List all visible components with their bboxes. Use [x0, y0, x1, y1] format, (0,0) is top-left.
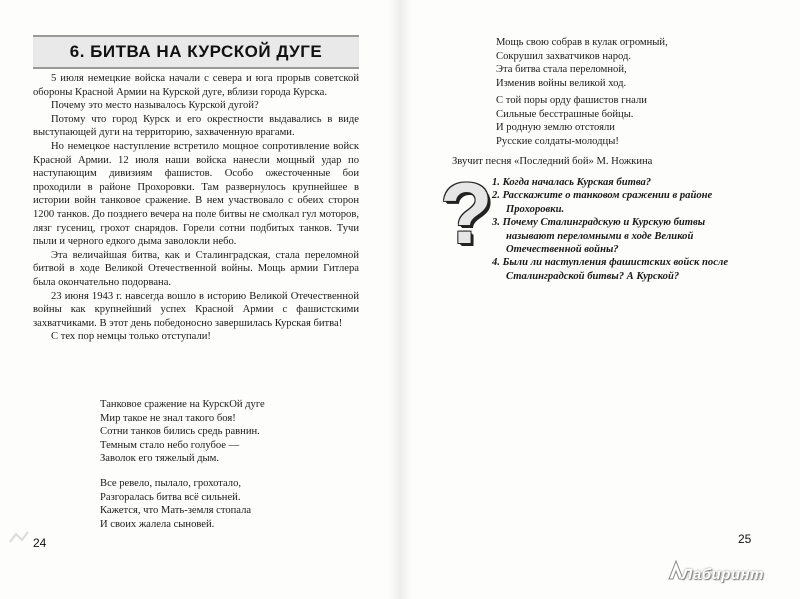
- question-item: 2. Расскажите о танковом сражении в районе Прохоровки.: [492, 190, 713, 215]
- right-page: [400, 0, 800, 599]
- paragraph: 23 июня 1943 г. навсегда вошло в историю Великой Отечественной войны как крупнейший успех Красной Армии с фашистскими захватчиками. В этот день победоносно завершилась Курская битва!: [33, 290, 359, 329]
- scan-artifact-icon: [8, 528, 30, 548]
- poem-stanza-1: [100, 398, 340, 466]
- paragraph: Эта величайшая битва, как и Сталинградская, стала переломной битвой в ходе Великой Отечественной войны. Мощь армии Гитлера была окончательно подорвана.: [33, 249, 359, 288]
- poem-stanza-4: [496, 94, 786, 148]
- song-note: Звучит песня «Последний бой» М. Ножкина: [452, 156, 653, 167]
- poem-line: Танковое сражение на КурскОй дуге: [100, 399, 265, 410]
- poem-line: Русские солдаты-молодцы!: [496, 135, 619, 147]
- poem-stanza-2: [100, 477, 340, 531]
- question-item: 1. Когда началась Курская битва?: [492, 177, 652, 188]
- poem-line: Заволок его тяжелый дым.: [100, 453, 220, 465]
- poem-line: И родную землю отстояли: [496, 122, 615, 134]
- page-number-right: 25: [738, 532, 752, 546]
- poem-line: Мощь свою собрав в кулак огромный,: [496, 37, 668, 48]
- paragraph: Почему это место называлось Курской дугой?: [51, 100, 259, 112]
- chapter-title: 6. БИТВА НА КУРСКОЙ ДУГЕ: [69, 42, 323, 61]
- page-number-left: 24: [33, 536, 47, 550]
- paragraph: 5 июля немецкие войска начали с севера и юга прорыв советской обороны Красной Армии на Курской дуге, вблизи города Курска.: [33, 73, 359, 98]
- watermark-logo: Лабиринт: [682, 566, 765, 583]
- poem-line: Мир такое не знал такого боя!: [100, 412, 236, 424]
- poem-line: Темным стало небо голубое —: [100, 439, 240, 451]
- poem-line: Сотни танков бились средь равнин.: [100, 426, 260, 438]
- poem-line: Эта битва стала переломной,: [496, 64, 627, 76]
- paragraph: С тех пор немцы только отступали!: [51, 331, 211, 343]
- poem-line: Все ревело, пылало, грохотало,: [100, 478, 242, 489]
- review-questions: [492, 176, 750, 283]
- question-mark-icon: ?: [440, 166, 493, 262]
- question-item: 4. Были ли наступления фашистских войск после Сталинградской битвы? А Курской?: [492, 257, 729, 282]
- poem-line: Изменив войны великой ход.: [496, 77, 627, 89]
- poem-line: Кажется, что Мать-земля стопала: [100, 505, 252, 517]
- poem-line: С той поры орду фашистов гнали: [496, 95, 647, 106]
- poem-line: Разгоралась битва всё сильней.: [100, 491, 241, 503]
- question-item: 3. Почему Сталинградскую и Курскую битвы называют переломными в ходе Великой Отечественной войны?: [492, 217, 706, 256]
- poem-line: Сокрушил захватчиков народ.: [496, 50, 632, 62]
- paragraph: Но немецкое наступление встретило мощное сопротивление войск Красной Армии. 12 июля наши войска нанесли мощный удар по наступающим дивизиям фашистов. Особо ожесточенные бои проходили в районе Прохоровки. Там развернулось крупнейшее в истории войн танковое сражение. В нем участвовало с обеих сторон 1200 танков. До позднего вечера на поле битвы не смолкал гул моторов, лязг гусениц, грохот снарядов. Горели сотни подбитых танков. Тучи пыли и черного едкого дыма заволокли небо.: [33, 140, 359, 248]
- chapter-body: [33, 72, 359, 344]
- poem-line: Сильные бесстрашные бойцы.: [496, 108, 634, 120]
- poem-stanza-3: [496, 36, 786, 90]
- paragraph: Потому что город Курск и его окрестности выдавались в виде выступающей дуги на территорию, захваченную врагами.: [33, 113, 359, 139]
- chapter-title-bar: [33, 35, 359, 69]
- poem-line: И своих жалела сыновей.: [100, 518, 215, 530]
